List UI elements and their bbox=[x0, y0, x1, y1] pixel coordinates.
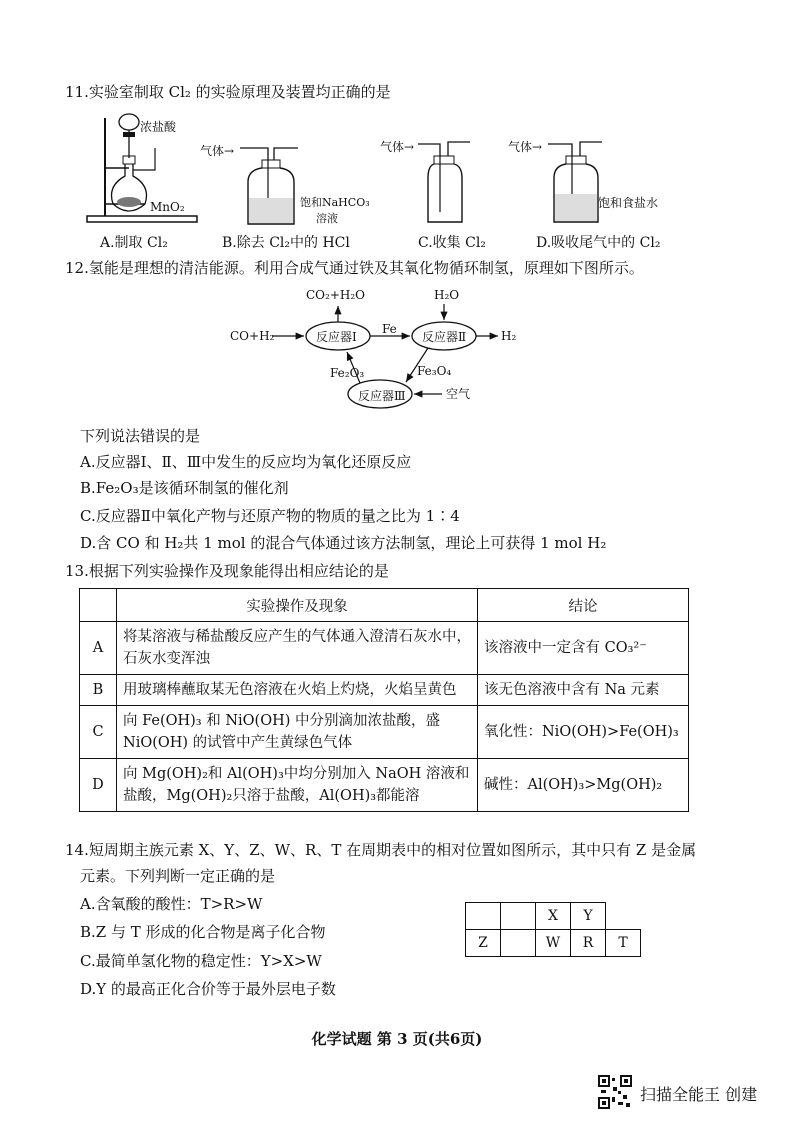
q14-stem-2: 元素。下列判断一定正确的是 bbox=[80, 867, 276, 885]
conc-hcl-label: 浓盐酸 bbox=[140, 120, 177, 134]
row-operation: 用玻璃棒蘸取某无色溶液在火焰上灼烧，火焰呈黄色 bbox=[117, 675, 478, 706]
b-solution-label-2: 溶液 bbox=[316, 212, 338, 225]
row-conclusion: 该无色溶液中含有 Na 元素 bbox=[478, 675, 689, 706]
table-row bbox=[80, 675, 689, 706]
fe2o3-label: Fe₂O₃ bbox=[330, 366, 365, 380]
q14-stem-1: 14.短周期主族元素 X、Y、Z、W、R、T 在周期表中的相对位置如图所示，其中只有 Z 是金属 bbox=[65, 841, 697, 859]
q13-table bbox=[79, 588, 689, 812]
periodic-table-fragment bbox=[465, 902, 641, 957]
q13-header-op: 实验操作及现象 bbox=[117, 589, 478, 622]
q11-option-d: D.吸收尾气中的 Cl₂ bbox=[536, 235, 661, 251]
q14-option-a: A.含氧酸的酸性：T>R>W bbox=[80, 895, 263, 913]
page-footer: 化学试题 第 3 页(共6页) bbox=[311, 1030, 483, 1048]
pt-cell bbox=[501, 903, 536, 930]
row-operation: 向 Fe(OH)₃ 和 NiO(OH) 中分别滴加浓盐酸，盛 NiO(OH) 的试管中产生黄绿色气体 bbox=[117, 706, 478, 759]
q12-option-d: D.含 CO 和 H₂共 1 mol 的混合气体通过该方法制氢，理论上可获得 1 mol H₂ bbox=[80, 534, 607, 552]
apparatus-d-bottle bbox=[548, 136, 618, 230]
pt-cell: Z bbox=[466, 930, 501, 957]
q12-option-c: C.反应器Ⅱ中氧化产物与还原产物的物质的量之比为 1∶4 bbox=[80, 507, 460, 525]
b-gas-label: 气体→ bbox=[200, 144, 235, 158]
row-label: C bbox=[80, 706, 117, 759]
d-solution-label: 饱和食盐水 bbox=[598, 196, 659, 210]
reactor-3: 反应器Ⅲ bbox=[358, 389, 406, 403]
q13-header-blank bbox=[80, 589, 117, 622]
row-label: A bbox=[80, 622, 117, 675]
apparatus-b-bottle bbox=[240, 140, 310, 230]
q14-option-b: B.Z 与 T 形成的化合物是离子化合物 bbox=[80, 923, 326, 941]
qr-code-icon bbox=[598, 1075, 632, 1109]
reactor-1: 反应器Ⅰ bbox=[316, 330, 357, 344]
q14-option-d: D.Y 的最高正化合价等于最外层电子数 bbox=[80, 980, 336, 998]
pt-cell: Y bbox=[571, 903, 606, 930]
watermark-text: 扫描全能王 创建 bbox=[640, 1085, 758, 1104]
q11-stem: 11.实验室制取 Cl₂ 的实验原理及装置均正确的是 bbox=[65, 83, 391, 101]
q12-stem: 12.氢能是理想的清洁能源。利用合成气通过铁及其氧化物循环制氢，原理如下图所示。 bbox=[65, 259, 644, 277]
q13-stem: 13.根据下列实验操作及现象能得出相应结论的是 bbox=[65, 562, 389, 580]
fe3o4-label: Fe₃O₄ bbox=[417, 364, 452, 378]
fe-label: Fe bbox=[382, 322, 397, 336]
d-gas-label: 气体→ bbox=[508, 140, 543, 154]
pt-cell: X bbox=[536, 903, 571, 930]
row-conclusion: 该溶液中一定含有 CO₃²⁻ bbox=[478, 622, 689, 675]
q13-header-row bbox=[80, 589, 689, 622]
c-gas-label: 气体→ bbox=[380, 140, 415, 154]
pt-cell bbox=[501, 930, 536, 957]
q12-option-a: A.反应器Ⅰ、Ⅱ、Ⅲ中发生的反应均为氧化还原反应 bbox=[80, 453, 412, 471]
q12-prompt: 下列说法错误的是 bbox=[80, 427, 201, 445]
reactor-2: 反应器Ⅱ bbox=[422, 330, 467, 344]
q11-option-b: B.除去 Cl₂中的 HCl bbox=[222, 235, 350, 251]
q14-option-c: C.最简单氢化物的稳定性：Y>X>W bbox=[80, 952, 322, 970]
co-h2-label: CO+H₂ bbox=[230, 329, 275, 343]
h2o-in-label: H₂O bbox=[434, 288, 460, 302]
row-operation: 向 Mg(OH)₂和 Al(OH)₃中均分别加入 NaOH 溶液和盐酸，Mg(OH)₂只溶于盐酸，Al(OH)₃都能溶 bbox=[117, 759, 478, 812]
row-conclusion: 碱性：Al(OH)₃>Mg(OH)₂ bbox=[478, 759, 689, 812]
q12-option-b: B.Fe₂O₃是该循环制氢的催化剂 bbox=[80, 479, 289, 497]
b-solution-label-1: 饱和NaHCO₃ bbox=[300, 196, 370, 209]
co2-h2o-label: CO₂+H₂O bbox=[306, 288, 365, 302]
apparatus-c-bottle bbox=[418, 136, 488, 230]
table-row bbox=[80, 706, 689, 759]
q13-header-conclusion: 结论 bbox=[478, 589, 689, 622]
h2-out-label: H₂ bbox=[501, 329, 517, 343]
mno2-label: MnO₂ bbox=[150, 200, 185, 214]
air-label: 空气 bbox=[446, 387, 471, 401]
row-conclusion: 氧化性：NiO(OH)>Fe(OH)₃ bbox=[478, 706, 689, 759]
pt-cell bbox=[606, 903, 641, 930]
table-row bbox=[80, 622, 689, 675]
row-operation: 将某溶液与稀盐酸反应产生的气体通入澄清石灰水中，石灰水变浑浊 bbox=[117, 622, 478, 675]
pt-cell: W bbox=[536, 930, 571, 957]
pt-cell: T bbox=[606, 930, 641, 957]
row-label: B bbox=[80, 675, 117, 706]
pt-cell bbox=[466, 903, 501, 930]
row-label: D bbox=[80, 759, 117, 812]
q11-option-a: A.制取 Cl₂ bbox=[100, 235, 168, 251]
q11-option-c: C.收集 Cl₂ bbox=[418, 235, 486, 251]
table-row bbox=[80, 759, 689, 812]
pt-cell: R bbox=[571, 930, 606, 957]
